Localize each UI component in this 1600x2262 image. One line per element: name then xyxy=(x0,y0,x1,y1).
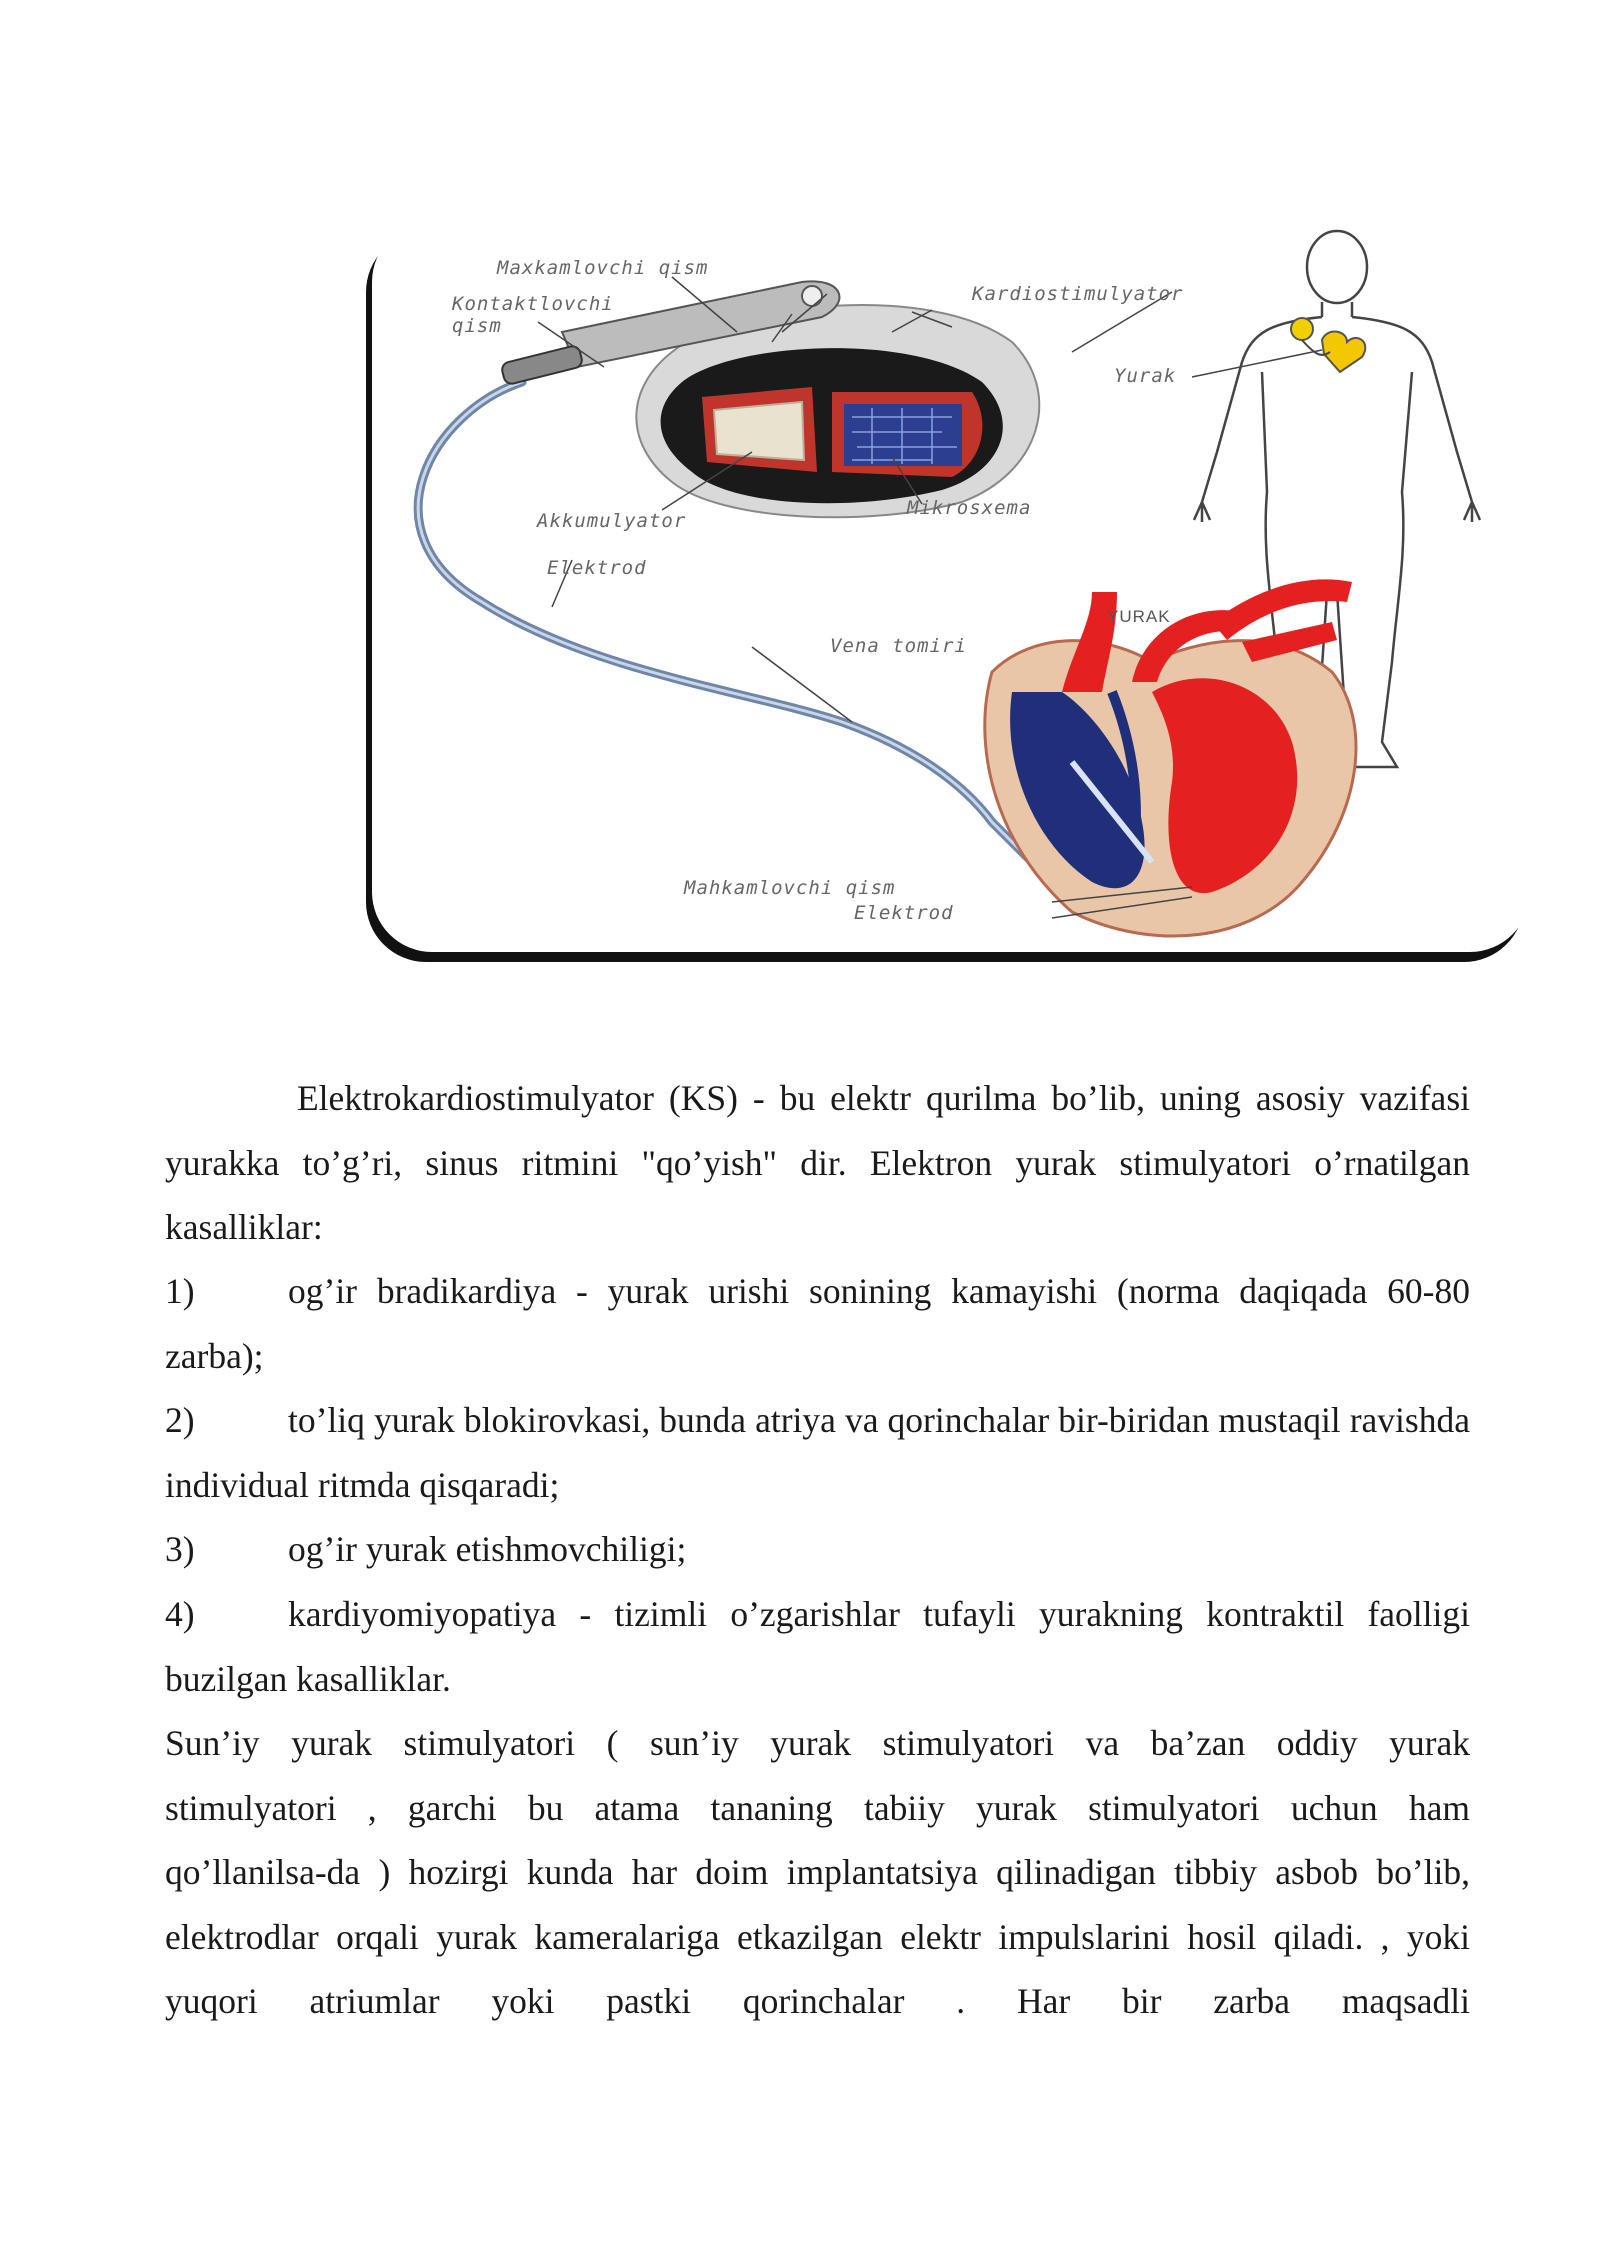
list-text: kardiyomiyopatiya - tizimli o’zgarishlar tufayli yurakning kontraktil faolligi buzilgan kasalliklar. xyxy=(165,1594,1470,1699)
label-elektrod-bottom: Elektrod xyxy=(854,902,954,924)
label-elektrod-top: Elektrod xyxy=(547,557,647,579)
list-item-1 xyxy=(165,1259,1470,1388)
label-mikrosxema: Mikrosxema xyxy=(907,497,1032,519)
implanted-pacemaker-marker xyxy=(1291,318,1313,340)
label-kontaktlovchi-line2: qism xyxy=(452,315,502,337)
label-yurak-caps: YURAK xyxy=(1107,607,1171,626)
list-text: to’liq yurak blokirovkasi, bunda atriya va qorinchalar bir-biridan mustaqil ravishda individual ritmda qisqaradi; xyxy=(165,1400,1470,1505)
label-kardiostimulyator: Kardiostimulyator xyxy=(972,283,1184,305)
label-maxkamlovchi-qism: Maxkamlovchi qism xyxy=(497,257,709,279)
list-number: 2) xyxy=(165,1400,195,1440)
list-number: 3) xyxy=(165,1529,195,1569)
label-vena-tomiri: Vena tomiri xyxy=(830,635,967,657)
intro-paragraph: Elektrokardiostimulyator (KS) - bu elektr qurilma bo’lib, uning asosiy vazifasi yurakka to’g’ri, sinus ritmini "qo’yish" dir. Elektron yurak stimulyatori o’rnatilgan kasalliklar: xyxy=(165,1078,1470,1247)
list-text: og’ir bradikardiya - yurak urishi sonining kamayishi (norma daqiqada 60-80 zarba); xyxy=(165,1271,1470,1376)
pacemaker-device xyxy=(501,281,1040,517)
label-akkumulyator: Akkumulyator xyxy=(537,510,687,532)
list-number: 4) xyxy=(165,1594,195,1634)
pacemaker-illustration xyxy=(372,222,1530,952)
pacemaker-figure xyxy=(372,222,1530,952)
list-text: og’ir yurak etishmovchiligi; xyxy=(288,1529,687,1569)
heart-cross-section xyxy=(985,579,1356,936)
label-mahkamlovchi-qism: Mahkamlovchi qism xyxy=(684,877,896,899)
list-item-4 xyxy=(165,1582,1470,1711)
list-number: 1) xyxy=(165,1271,195,1311)
label-kontaktlovchi-line1: Kontaktlovchi xyxy=(452,293,614,315)
body-paragraph: Sun’iy yurak stimulyatori ( sun’iy yurak stimulyatori va ba’zan oddiy yurak stimulyatori , garchi bu atama tananing tabiiy yurak stimulyatori uchun ham qo’llanilsa-da ) hozirgi kunda har doim implantatsiya qilinadigan tibbiy asbob bo’lib, elektrodlar orqali yurak kameralariga etkazilgan elektr impulslarini hosil qiladi. , yoki yuqori atriumlar yoki pastki qorinchalar . Har bir zarba maqsadli xyxy=(165,1723,1470,2021)
label-yurak: Yurak xyxy=(1114,365,1177,387)
list-item-2 xyxy=(165,1388,1470,1517)
list-item-3 xyxy=(165,1517,1470,1582)
